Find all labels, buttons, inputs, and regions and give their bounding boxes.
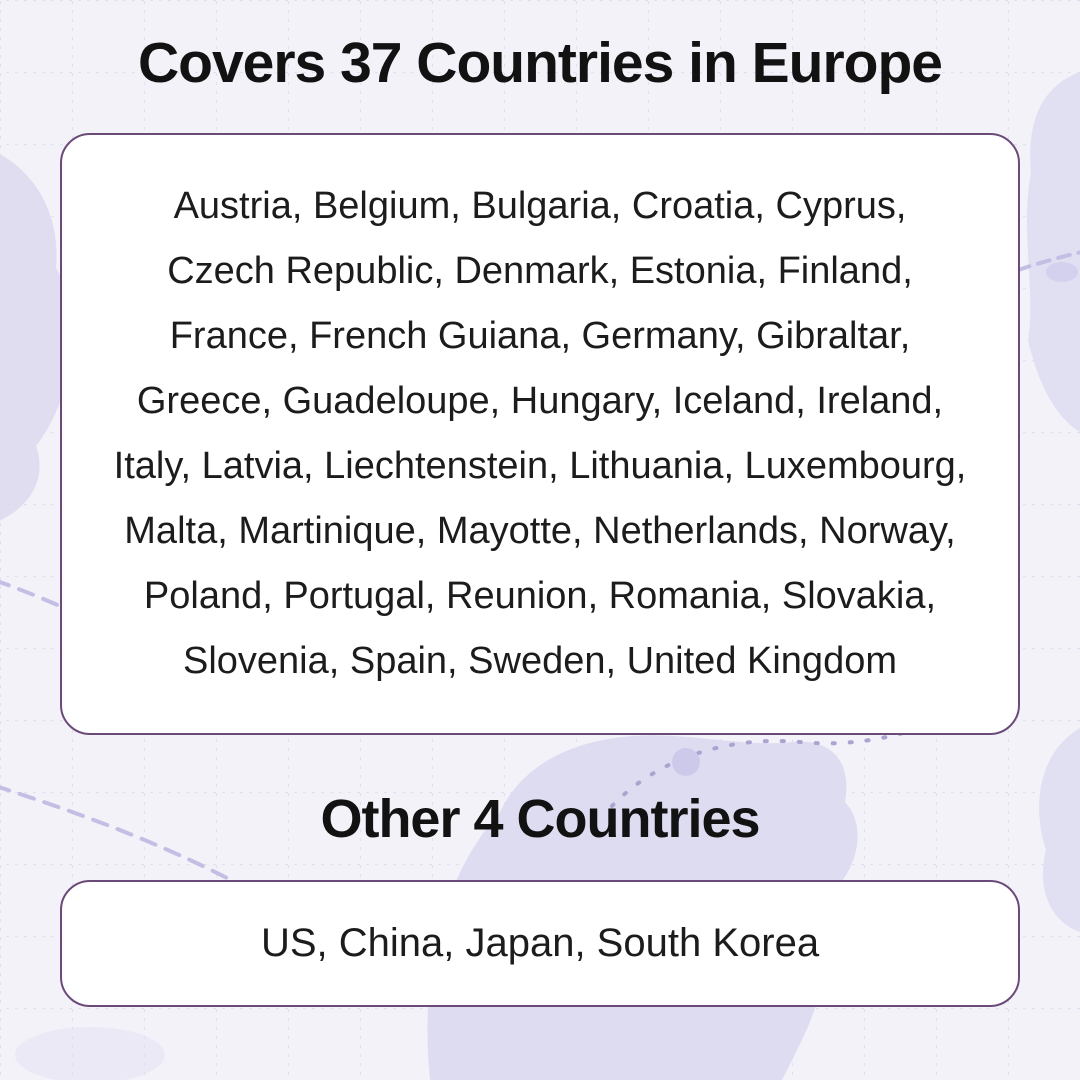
country-line: Poland, Portugal, Reunion, Romania, Slovakia, <box>143 575 937 617</box>
other-countries-card <box>60 880 1020 1007</box>
flight-path-node-right <box>1046 262 1078 282</box>
other-country-line: US, China, Japan, South Korea <box>260 921 820 965</box>
country-line: Greece, Guadeloupe, Hungary, Iceland, Ireland, <box>136 380 944 422</box>
flight-path-node <box>672 748 700 776</box>
other-countries-title: Other 4 Countries <box>320 789 760 849</box>
country-line: Malta, Martinique, Mayotte, Netherlands, Norway, <box>124 510 956 552</box>
country-line: Italy, Latvia, Liechtenstein, Lithuania, Luxembourg, <box>113 445 967 487</box>
country-line: Czech Republic, Denmark, Estonia, Finland, <box>167 250 913 292</box>
country-line: Austria, Belgium, Bulgaria, Croatia, Cyprus, <box>173 185 907 227</box>
page-title: Covers 37 Countries in Europe <box>137 31 943 95</box>
country-line: Slovenia, Spain, Sweden, United Kingdom <box>182 640 897 682</box>
europe-countries-card <box>60 133 1020 735</box>
country-line: France, French Guiana, Germany, Gibraltar, <box>169 315 911 357</box>
